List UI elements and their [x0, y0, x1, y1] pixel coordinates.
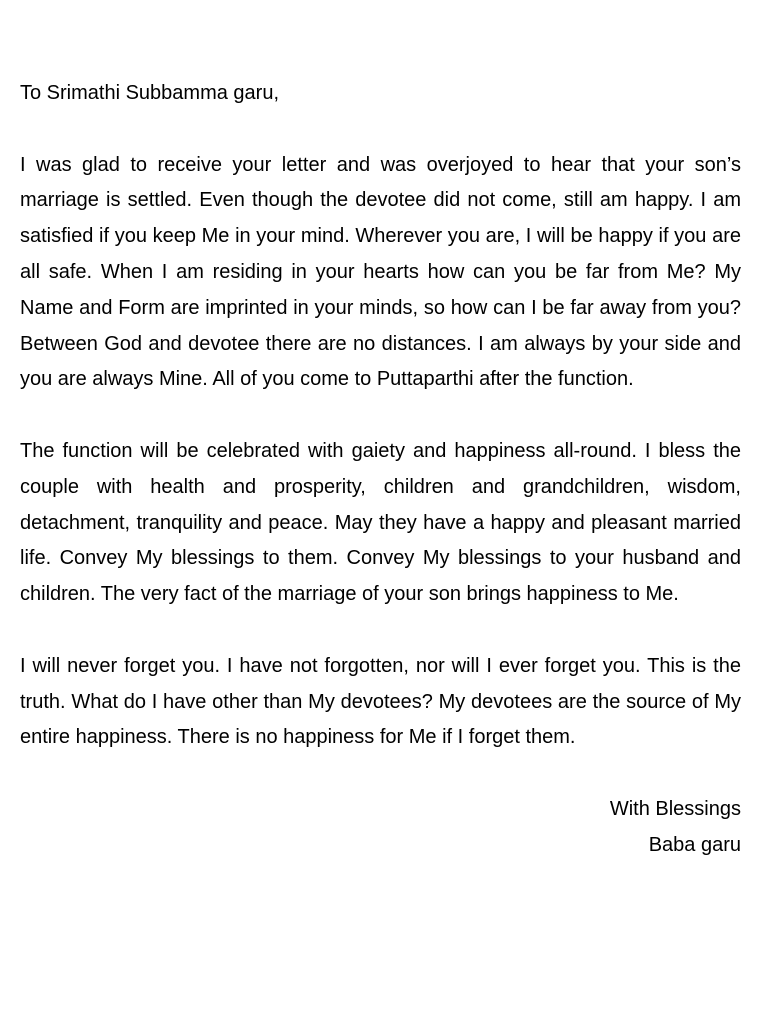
closing-block — [20, 792, 741, 864]
signature: Baba garu — [648, 833, 741, 856]
paragraph-2: The function will be celebrated with gaiety and happiness all-round. I bless the couple with health and prosperity, children and grandchildren, wisdom, detachment, tranquility and peace. May they have a happy and pleasant married life. Convey My blessings to them. Convey My blessings to your husband and children. The very fact of the marriage of your son brings happiness to Me. — [20, 439, 741, 606]
letter — [20, 76, 741, 864]
paragraph-3: I will never forget you. I have not forgotten, nor will I ever forget you. This is the truth. What do I have other than My devotees? My devotees are the source of My entire happiness. There is no happiness for Me if I forget them. — [20, 654, 741, 749]
closing-line: With Blessings — [609, 797, 741, 820]
paragraph-1: I was glad to receive your letter and was overjoyed to hear that your son’s marriage is settled. Even though the devotee did not come, still am happy. I am satisfied if you keep Me in your mind. Wherever you are, I will be happy if you are all safe. When I am residing in your hearts how can you be far from Me? My Name and Form are imprinted in your minds, so how can I be far away from you? Between God and devotee there are no distances. I am always by your side and you are always Mine. All of you come to Puttaparthi after the function. — [20, 153, 741, 391]
salutation: To Srimathi Subbamma garu, — [20, 82, 280, 104]
